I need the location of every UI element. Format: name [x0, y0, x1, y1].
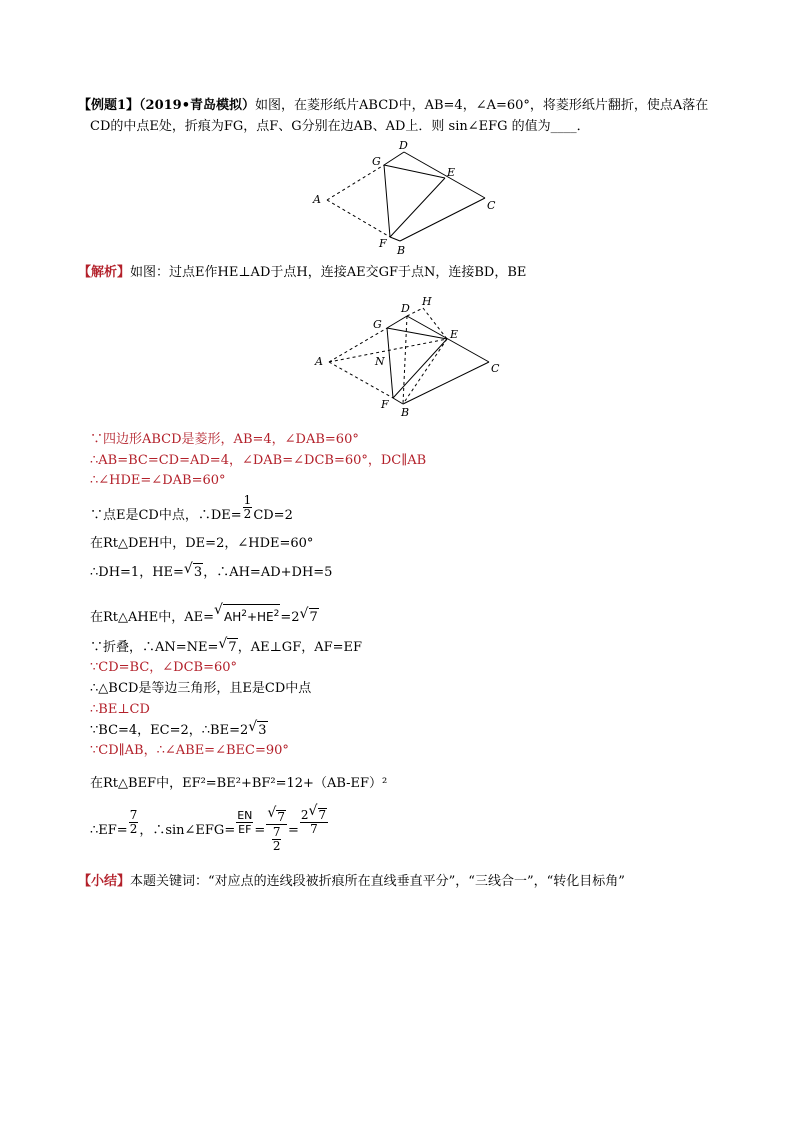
step-7-radicand-2: 7 [309, 610, 318, 625]
step-15-en-ef-fraction [236, 809, 253, 836]
step-7-eq: =2 [280, 610, 300, 625]
step-12-sqrt [248, 721, 267, 740]
step-7 [90, 604, 319, 627]
step-15-eq-1: = [254, 822, 266, 838]
step-7-sup-a: 2 [241, 609, 247, 619]
step-2: ∴AB=BC=CD=AD=4，∠DAB=∠DCB=60°，DC∥AB [90, 453, 427, 468]
step-15-result-sqrt [309, 808, 328, 822]
step-15-compound-den [266, 825, 287, 853]
fig2-segment-GD [387, 316, 407, 328]
step-4-pre: ∵点E是CD中点，∴DE= [90, 508, 242, 523]
figure-2-rhombus-construction [305, 292, 515, 422]
step-15-ef-den: 2 [129, 821, 138, 836]
step-6-sqrt [184, 563, 203, 582]
fig2-label-C: C [491, 362, 500, 375]
step-7-sqrt-2 [300, 608, 319, 627]
step-15-compound-fraction [266, 810, 287, 853]
step-8-sqrt [218, 638, 237, 657]
step-4-fraction [243, 494, 253, 521]
fig2-dashed-HE [423, 308, 447, 339]
step-7-pre: 在Rt△AHE中，AE= [90, 610, 214, 625]
fig1-segment-GE [384, 165, 445, 178]
step-12-radicand: 3 [258, 723, 267, 738]
problem-text-2: CD的中点E处，折痕为FG，点F、G分别在边AB、AD上．则 sin∠EFG 的值为____． [90, 119, 590, 134]
fig1-segment-GF [384, 165, 390, 237]
analysis-tag: 【解析】 [78, 265, 131, 280]
fig1-label-D: D [399, 139, 408, 152]
step-15-pre: ∴EF= [90, 822, 128, 838]
step-15-result-fraction [300, 808, 328, 836]
fig2-label-E: E [450, 328, 459, 341]
step-8-pre: ∵折叠，∴AN=NE= [90, 640, 219, 655]
problem-text-1: 如图，在菱形纸片ABCD中，AB=4，∠A=60°，将菱形纸片翻折，使点A落在 [255, 98, 709, 113]
fig1-segment-GD [384, 152, 404, 165]
step-15-mid: ，∴sin∠EFG= [139, 822, 236, 838]
step-8-post: ，AE⊥GF，AF=EF [237, 640, 363, 655]
fig2-segment-FB [393, 398, 403, 404]
fig2-dashed-BD [403, 316, 407, 404]
fig2-segment-CB [403, 362, 489, 404]
step-8 [90, 638, 362, 657]
fig2-label-F: F [381, 398, 389, 411]
fig1-label-A: A [313, 193, 321, 206]
step-15-result-radicand: 7 [318, 808, 327, 822]
fig2-label-G: G [373, 318, 382, 331]
fig1-label-B: B [397, 244, 406, 257]
step-15-inner-num: 7 [272, 825, 281, 839]
step-15-ef: EF [238, 822, 252, 836]
step-15-ef-num: 7 [129, 807, 138, 822]
problem-tag: 【例题1】 [78, 98, 140, 113]
step-6-radicand: 3 [193, 565, 203, 580]
step-5: 在Rt△DEH中，DE=2，∠HDE=60° [90, 536, 314, 551]
summary-text: 本题关键词：“对应点的连线段被折痕所在直线垂直平分”，“三线合一”，“转化目标角” [130, 874, 625, 889]
fig1-label-E: E [447, 166, 456, 179]
fig1-dashed-AF [327, 200, 390, 237]
fig1-segment-CB [400, 198, 485, 241]
problem-line-1 [78, 97, 708, 115]
step-14: 在Rt△BEF中，EF²=BE²+BF²=12+（AB-EF）² [90, 776, 388, 791]
fig1-label-C: C [487, 199, 496, 212]
step-6-pre: ∴DH=1，HE= [90, 565, 184, 580]
step-4-num: 1 [243, 493, 252, 507]
step-7-radicand [223, 604, 280, 626]
step-6-post: ，∴AH=AD+DH=5 [203, 565, 333, 580]
step-15-result-coef: 2 [300, 808, 309, 822]
problem-line-2 [90, 118, 590, 136]
step-15-compound-num [266, 810, 287, 825]
step-15-eq-2: = [287, 822, 299, 838]
step-15-ef-fraction [129, 809, 139, 836]
fig2-label-D: D [401, 302, 410, 315]
step-12 [90, 721, 268, 740]
step-15-compound-sqrt [267, 810, 286, 824]
fig2-segment-DC [407, 316, 489, 362]
step-15-compound-radicand: 7 [277, 810, 285, 824]
step-15 [90, 808, 329, 864]
fig1-label-F: F [379, 237, 387, 250]
fig2-label-N: N [375, 355, 385, 368]
fig1-segment-DC [404, 152, 485, 198]
fig2-label-B: B [401, 406, 410, 419]
step-15-result-num [300, 808, 328, 823]
step-15-result-den: 7 [310, 822, 318, 836]
analysis-intro: 如图：过点E作HE⊥AD于点H，连接AE交GF于点N，连接BD，BE [130, 265, 527, 280]
fig2-dashed-BE [403, 339, 447, 404]
fig1-segment-FB [390, 237, 400, 241]
step-4-post: CD=2 [253, 508, 293, 523]
fig2-label-H: H [422, 295, 432, 308]
step-4-den: 2 [243, 507, 252, 521]
fig1-label-G: G [372, 155, 381, 168]
step-4 [90, 494, 293, 521]
step-7-rad-b: +HE [246, 610, 274, 624]
step-1: ∵四边形ABCD是菱形，AB=4，∠DAB=60° [90, 432, 359, 447]
step-15-inner-den: 2 [272, 839, 281, 853]
fig2-label-A: A [315, 355, 323, 368]
summary-tag: 【小结】 [78, 874, 131, 889]
step-7-sqrt-1 [214, 604, 280, 626]
figure-1-rhombus [305, 138, 505, 258]
step-9: ∵CD=BC，∠DCB=60° [90, 660, 238, 675]
step-11: ∴BE⊥CD [90, 702, 150, 717]
step-8-radicand: 7 [228, 640, 237, 655]
fig1-segment-FE [390, 178, 445, 237]
step-3: ∴∠HDE=∠DAB=60° [90, 473, 226, 488]
step-10: ∴△BCD是等边三角形，且E是CD中点 [90, 681, 312, 696]
step-15-inner-fraction [272, 826, 282, 853]
problem-source: （2019•青岛模拟） [139, 98, 256, 113]
step-7-sup-b: 2 [273, 609, 280, 619]
step-15-en: EN [237, 808, 253, 822]
summary-line [78, 873, 625, 891]
step-12-pre: ∵BC=4，EC=2，∴BE=2 [90, 723, 249, 738]
step-7-rad-a: AH [224, 610, 242, 624]
step-13: ∵CD∥AB，∴∠ABE=∠BEC=90° [90, 743, 289, 758]
step-6 [90, 563, 332, 582]
fig1-dashed-AG [327, 165, 384, 200]
analysis-line [78, 264, 526, 282]
fig2-segment-GF [387, 328, 393, 398]
